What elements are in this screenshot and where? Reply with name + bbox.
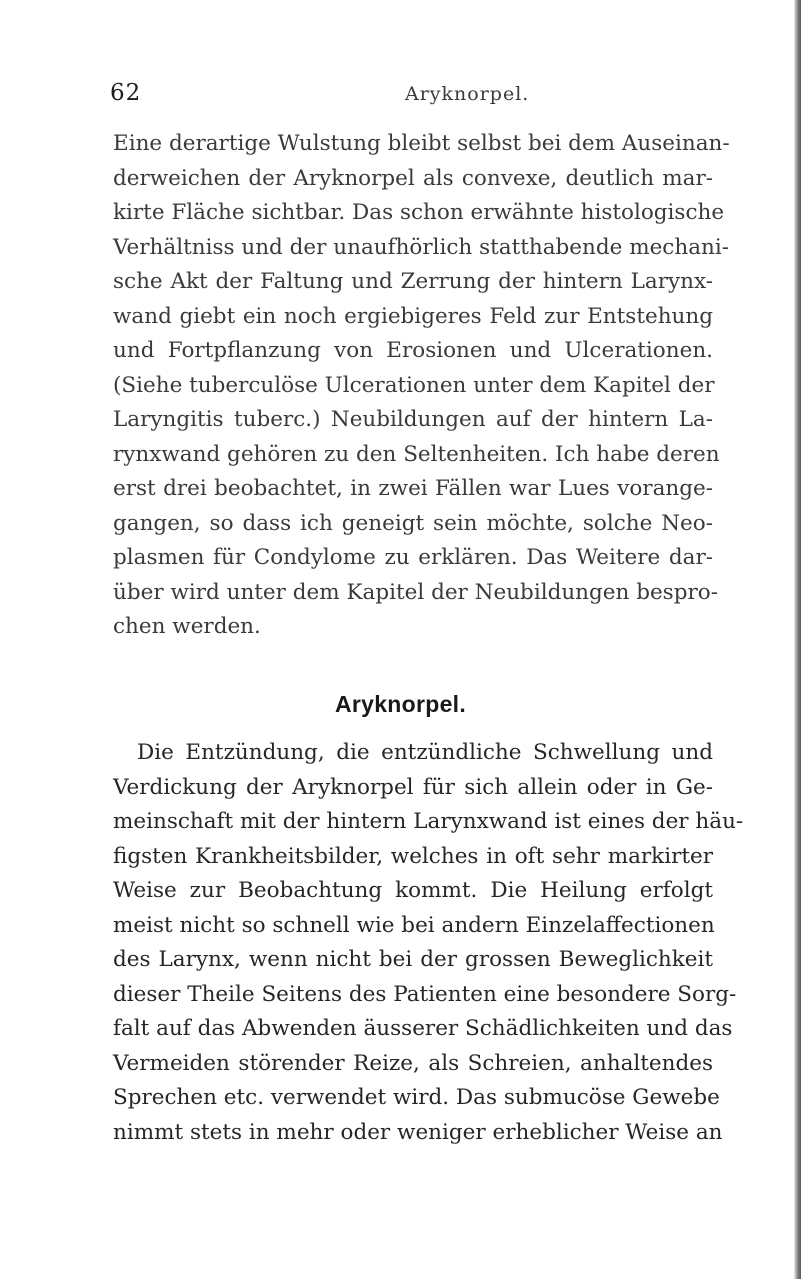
- text-line: dieser Theile Seitens des Patienten eine besondere Sorg-: [113, 981, 737, 1007]
- page-number: 62: [110, 80, 142, 106]
- text-line: Laryngitis tuberc.) Neubildungen auf der hintern La-: [113, 407, 713, 432]
- text-line: Sprechen etc. verwendet wird. Das submucöse Gewebe: [113, 1085, 720, 1110]
- text-line: chen werden.: [113, 614, 261, 639]
- running-title: Aryknorpel.: [405, 83, 530, 105]
- text-line: wand giebt ein noch ergiebigeres Feld zur Entstehung: [113, 303, 713, 329]
- text-line: (Siehe tuberculöse Ulcerationen unter dem Kapitel der: [113, 372, 715, 398]
- text-line: falt auf das Abwenden äusserer Schädlichkeiten und das: [113, 1016, 733, 1041]
- paragraph-1: [113, 127, 730, 645]
- section-heading: Aryknorpel.: [334, 691, 467, 717]
- text-line: über wird unter dem Kapitel der Neubildungen bespro-: [113, 579, 718, 605]
- text-line: des Larynx, wenn nicht bei der grossen Beweglichkeit: [113, 947, 713, 972]
- page-edge-shadow: [794, 0, 801, 1279]
- text-line: Weise zur Beobachtung kommt. Die Heilung erfolgt: [113, 878, 713, 903]
- text-line: erst drei beobachtet, in zwei Fällen war Lues vorange-: [113, 476, 713, 501]
- text-line: derweichen der Aryknorpel als convexe, deutlich mar-: [113, 165, 713, 191]
- text-line: Verdickung der Aryknorpel für sich allein oder in Ge-: [113, 774, 713, 800]
- paragraph-2: [113, 736, 744, 1150]
- text-line: kirte Fläche sichtbar. Das schon erwähnte histologische: [113, 200, 725, 225]
- text-line: sche Akt der Faltung und Zerrung der hintern Larynx-: [113, 269, 713, 294]
- text-line: Vermeiden störender Reize, als Schreien, anhaltendes: [113, 1050, 713, 1076]
- text-line: und Fortpflanzung von Erosionen und Ulcerationen.: [113, 338, 713, 363]
- text-line: Eine derartige Wulstung bleibt selbst bei dem Auseinan-: [113, 131, 730, 156]
- text-line: meinschaft mit der hintern Larynxwand ist eines der häu-: [113, 809, 744, 834]
- text-line: nimmt stets in mehr oder weniger erheblicher Weise an: [113, 1119, 723, 1145]
- text-line: Die Entzündung, die entzündliche Schwellung und: [137, 740, 713, 765]
- text-line: Verhältniss und der unaufhörlich statthabende mechani-: [113, 234, 730, 260]
- text-line: gangen, so dass ich geneigt sein möchte, solche Neo-: [113, 510, 713, 536]
- text-line: plasmen für Condylome zu erklären. Das Weitere dar-: [113, 545, 713, 570]
- text-line: rynxwand gehören zu den Seltenheiten. Ich habe deren: [113, 441, 720, 467]
- text-line: figsten Krankheitsbilder, welches in oft sehr markirter: [113, 843, 713, 869]
- page-header: [110, 80, 710, 112]
- text-line: meist nicht so schnell wie bei andern Einzelaffectionen: [113, 912, 715, 938]
